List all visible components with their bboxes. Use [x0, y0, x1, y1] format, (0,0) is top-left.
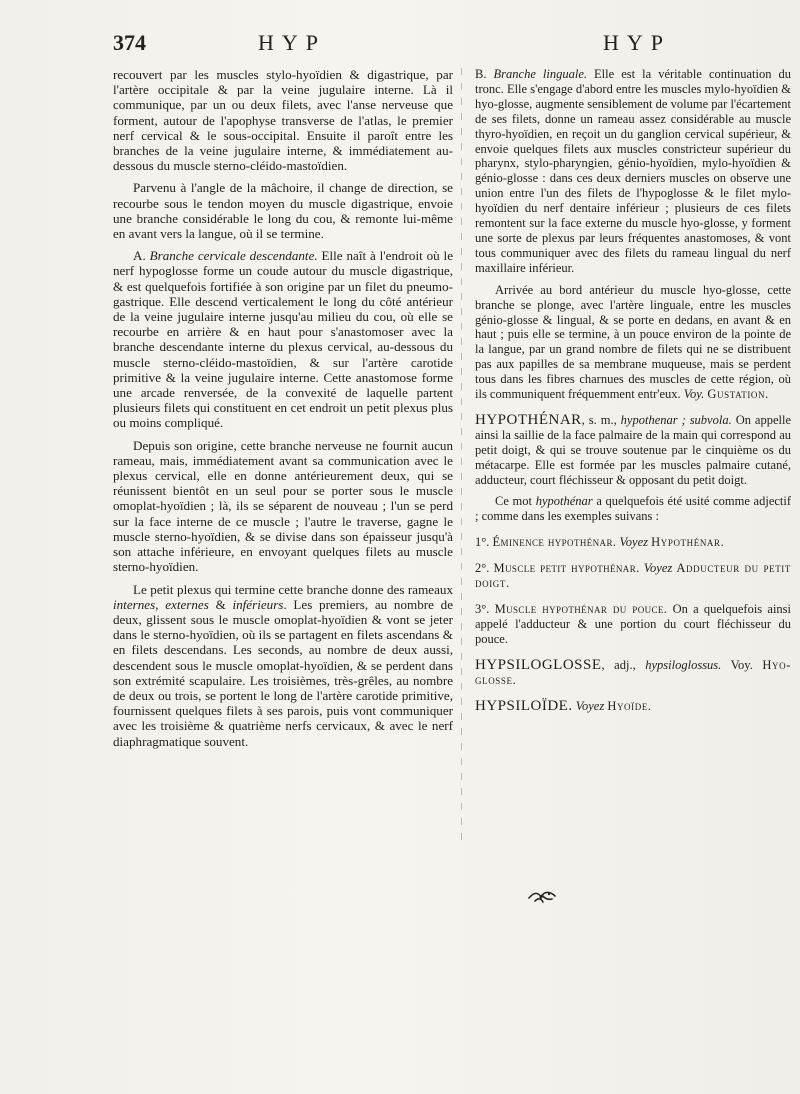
inferior-term: inférieurs [232, 596, 284, 612]
example-voy: Voyez [619, 535, 648, 550]
hypothenar-headword: HYPOTHÉNAR [475, 411, 582, 428]
hypothenar-usage-paragraph [475, 494, 791, 524]
cervical-branch-text: Elle naît à l'endroit où le nerf hypoglosse forme un coude autour du muscle digastrique, & est quelquefois fortifiée à son origine par un filet du pneumo-gastrique. Elle descend verticalement le long du côté antérieur de la veine jugulaire interne jusqu'au milieu du cou, où elle se recourbe en arrière & en haut pour s'anastomoser avec la branche descendante interne du plexus cervical, au-dessous du muscle sterno-cléido-mastoïdien, & sur l'artère carotide primitive & la veine jugulaire interne. Cette anastomose forme une arcade renversée, de la convexité de laquelle partent plusieurs filets qui constituent en cet endroit un petit plexus plus ou moins compliqué. [113, 248, 454, 431]
example-text: On a quelquefois ainsi appelé l'adducteur & une portion du court fléchisseur du pouce. [475, 602, 792, 646]
example-number: 3°. [475, 602, 490, 616]
example-number: 1°. [475, 535, 490, 550]
cervical-branch-title: Branche cervicale descendante. [149, 248, 318, 264]
conjunction: & [215, 596, 226, 612]
fleuron-ornament [527, 888, 557, 906]
hypsiloglosse-grammar: , adj., [601, 657, 636, 672]
column-divider [461, 68, 462, 843]
external-term: externes [165, 596, 209, 612]
termination-text: Arrivée au bord antérieur du muscle hyo-glosse, cette branche se plonge, avec l'artère linguale, entre les muscles génio-glosse & lingual, & se porte en dedans, en avant & en haut ; puis elle se termine, à un pouce environ de la pointe de la langue, par un grand nombre de filets qui ne se distribuent pas aux papilles de sa membrane muqueuse, mais se perdent tous dans les fibres charnues des muscles de cette région, où ils communiquent fréquemment entr'eux. [475, 282, 791, 402]
example-label: Éminence hypothénar. [492, 535, 617, 550]
example-item-1 [475, 535, 791, 550]
example-label: Muscle hypothénar du pouce. [494, 602, 668, 616]
usage-text: a quelquefois été usité comme adjectif ; comme dans les exemples suivans : [475, 494, 792, 524]
hypsiloglosse-voy: Voy. [730, 657, 753, 672]
left-paragraph-2: Parvenu à l'angle de la mâchoire, il change de direction, se recourbe sous le tendon moyen du muscle digastrique, envoie une branche considérable le long du cou, & remonte lui-même en avant vers la langue, où il se termine. [113, 180, 453, 242]
hypothenar-word: hypothénar [535, 494, 593, 509]
internal-term: internes [113, 596, 156, 612]
hyoglosse-reference: Hyo-glosse. [475, 657, 792, 687]
example-item-2 [475, 561, 791, 591]
example-reference: Adducteur du petit doigt. [475, 561, 791, 591]
lingual-branch-paragraph [475, 67, 791, 276]
section-label-b: B. [475, 67, 487, 81]
left-paragraph-5 [113, 582, 453, 749]
hypsiloide-headword: HYPSILOÏDE. [475, 697, 573, 714]
example-item-3 [475, 602, 791, 647]
hypothenar-definition: On appelle ainsi la saillie de la face palmaire de la main qui correspond au petit doigt, & qui se trouve soutenue par le cinquième os du métacarpe. Elle est formée par les muscles palmaire cutané, adducteur, court fléchisseur & opposant du petit doigt. [475, 412, 792, 487]
example-voy: Voyez [643, 561, 673, 576]
right-column [475, 67, 791, 720]
example-reference: Hypothénar. [651, 535, 725, 550]
usage-start: Ce mot [495, 494, 533, 509]
lingual-branch-text: Elle est la véritable continuation du tronc. Elle s'engage d'abord entre les muscles mylo-hyoïdien & hyo-glosse, augmente sensiblement de volume par l'écartement de ses filets, donne un rameau assez considérable au muscle thyro-hyoïdien, en reçoit un du ganglion cervical supérieur, & envoie quelques filets aux muscles constricteur supérieur du pharynx, stylo-pharyngien, génio-hyoïdien, mylo-hyoïdien & génio-glosse : dans ces deux derniers muscles on observe une union entre l'un des filets de l'hypoglosse & le filet mylo-hyoïdien du nerf dentaire inférieur ; plusieurs de ces filets remontent sur la face externe du muscle hyo-glosse, y forment une sorte de plexus par leurs fréquentes anastomoses, & vont tous communiquer avec des filets du rameau lingual du nerf maxillaire inférieur. [475, 67, 792, 275]
left-paragraph-4: Depuis son origine, cette branche nerveuse ne fournit aucun rameau, mais, immédiatement avant sa communication avec le plexus cervical, elle en donne antérieurement deux, qui se réunissent bientôt en un seul pour se porter sous le muscle omoplat-hyoïdien ; là, ils se séparent de nouveau ; l'un se perd sur la face interne de ce muscle ; l'autre le traverse, gagne le muscle sterno-hyoïdien, & se divise dans son épaisseur jusqu'à son attache inférieure, en envoyant quelques filets au muscle sterno-hyoïdien. [113, 437, 453, 575]
hypothenar-entry [475, 413, 791, 488]
cervical-branch-paragraph [113, 248, 453, 430]
page-number: 374 [113, 30, 146, 55]
hypothenar-latin: hypothenar ; subvola. [620, 412, 732, 427]
hypsiloglosse-headword: HYPSILOGLOSSE [475, 656, 602, 673]
lingual-branch-title: Branche linguale. [493, 67, 587, 81]
running-head-right: HYP [603, 30, 672, 55]
hypsiloglosse-entry [475, 658, 791, 688]
example-number: 2°. [475, 561, 490, 576]
example-label: Muscle petit hypothénar. [493, 561, 640, 576]
hypsiloide-voy: Voyez [575, 698, 605, 713]
running-head-left: HYP [258, 30, 327, 55]
voy-reference: Voy. [683, 387, 705, 402]
hypsiloglosse-latin: hypsiloglossus. [645, 657, 722, 672]
plexus-text-rest: . Les premiers, au nombre de deux, glissent sous le muscle omoplat-hyoïdien & vont se jeter dans le sterno-hyoïdien, où ils se partagent en filets ascendans & en filets descendans. Les seconds, au nombre de deux aussi, descendent sous le muscle omoplat-hyoïdien, & se perdent dans son extrémité scapulaire. Les troisièmes, très-grêles, au nombre de deux ou trois, se portent le long de l'artère carotide primitive, fournissent quelques filets à ses parois, puis vont communiquer avec les troisième & quatrième nerfs cervicaux, & avec le nerf diaphragmatique souvent. [113, 596, 454, 749]
gustation-reference: Gustation. [707, 387, 769, 402]
hypothenar-grammar: , s. m., [581, 412, 617, 427]
right-paragraph-2 [475, 283, 791, 402]
section-label-a: A. [133, 248, 146, 264]
hyoide-reference: Hyoïde. [607, 698, 652, 713]
page-header [113, 30, 758, 62]
left-column [113, 67, 453, 756]
term-separator: , [155, 596, 159, 612]
plexus-text-start: Le petit plexus qui termine cette branche donne des rameaux [133, 581, 453, 597]
hypsiloide-entry [475, 699, 791, 714]
left-paragraph-1: recouvert par les muscles stylo-hyoïdien & digastrique, par l'artère occipitale & par la veine jugulaire interne. Là il communique, par un ou deux filets, avec l'anse nerveuse que forment, autour de l'apophyse transverse de l'atlas, le premier nerf cervical & le sous-occipital. Ensuite il paroît entre les branches de la veine jugulaire interne, & immédiatement au-dessous du muscle sterno-cléido-mastoïdien. [113, 67, 453, 174]
